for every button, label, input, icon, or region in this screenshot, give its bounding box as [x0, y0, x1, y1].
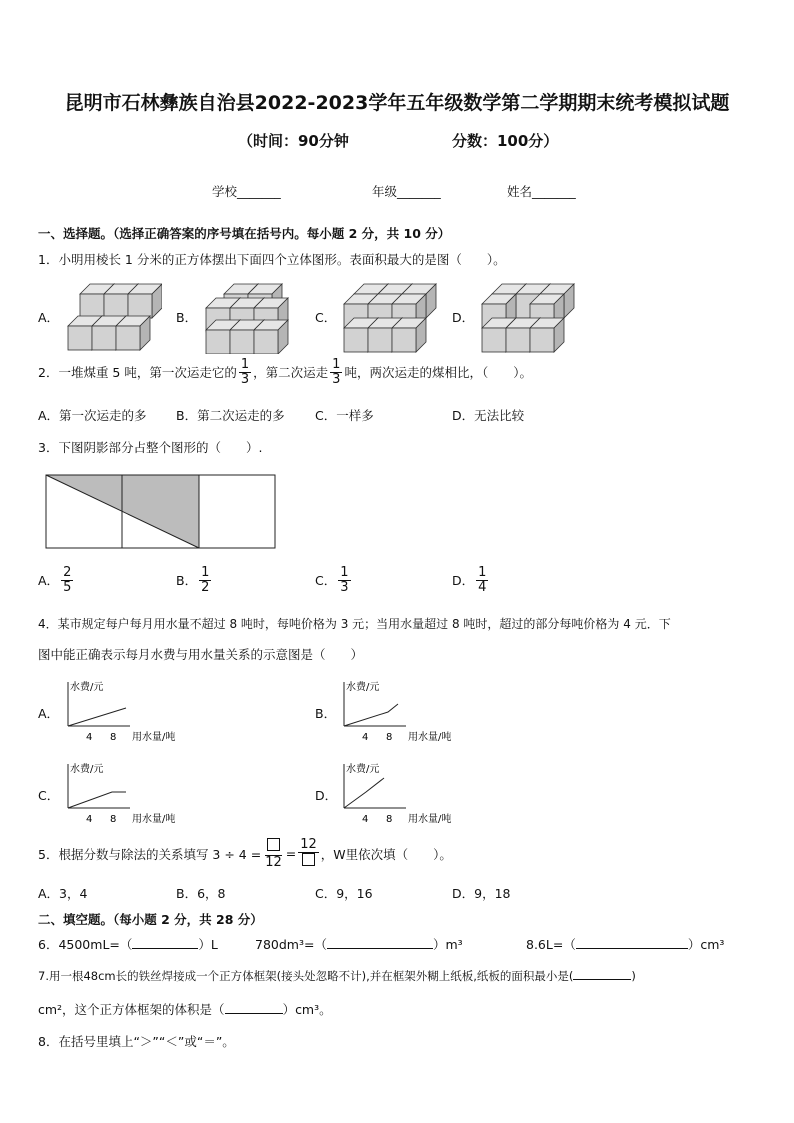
q3-option-a-label: A． [38, 573, 60, 589]
q2-option-c: C．一样多 [315, 408, 374, 423]
q5-fraction-2 [298, 838, 319, 869]
tick-4: 4 [362, 732, 369, 743]
q6-c-blank[interactable] [576, 948, 688, 949]
graph-line [68, 792, 126, 808]
q3-option-b-label: B． [176, 573, 198, 589]
q7-line1-text: 7.用一根48cm长的铁丝焊接成一个正方体框架(接头处忽略不计),并在框架外糊上纸板,纸板的面积最小是( [38, 969, 574, 983]
q4-graph-d [336, 758, 476, 826]
q2-option-a: A．第一次运走的多 [38, 408, 147, 423]
name-field[interactable]: 姓名_______ [507, 184, 576, 199]
q5-frac1-num [265, 838, 282, 856]
q1-option-b-label: B． [176, 310, 198, 325]
question-7-line1 [38, 968, 636, 984]
q6-part-c [526, 935, 724, 953]
section-1-heading: 一、选择题。（选择正确答案的序号填在括号内。每小题 2 分，共 10 分） [38, 226, 451, 241]
q4-option-c-label: C． [38, 788, 60, 803]
tick-4: 4 [86, 732, 93, 743]
q5-frac2-num: 12 [300, 837, 317, 852]
q6-b-suffix: ）m³ [432, 937, 463, 952]
q6-b-blank[interactable] [327, 948, 433, 949]
q1-figure-a [62, 280, 162, 354]
q2-fraction-2 [330, 358, 342, 386]
graph-line [344, 778, 384, 808]
q4-option-d-label: D． [315, 788, 338, 803]
q3-d-den: 4 [478, 579, 487, 595]
q3-option-d-fraction [476, 566, 488, 594]
q5-text-part2: ，W里依次填（ ）。 [320, 846, 452, 862]
question-7-line2 [38, 1000, 332, 1018]
q3-b-den: 2 [201, 579, 210, 595]
y-axis-label: 水费/元 [70, 764, 104, 775]
tick-4: 4 [86, 814, 93, 825]
q7-line1-end: ) [631, 969, 636, 983]
q5-option-a: A．3，4 [38, 886, 88, 901]
question-8-text: 8．在括号里填上“＞”“＜”或“＝”。 [38, 1034, 235, 1049]
tick-8: 8 [386, 732, 393, 743]
q5-blank-box-1[interactable] [267, 838, 280, 851]
q5-blank-box-2[interactable] [302, 853, 315, 866]
q2-option-d: D．无法比较 [452, 408, 525, 423]
q3-option-c-label: C． [315, 573, 337, 589]
q5-equals: = [285, 846, 297, 862]
q7-line2-prefix: cm²，这个正方体框架的体积是（ [38, 1002, 225, 1017]
time-label: （时间：90分钟 [238, 132, 349, 150]
section-2-heading: 二、填空题。（每小题 2 分，共 28 分） [38, 912, 263, 927]
q6-part-b [255, 935, 463, 953]
q1-figure-b [202, 280, 302, 354]
q4-graph-a [60, 676, 200, 744]
q1-figure-c [340, 280, 440, 354]
q2-text-part3: 吨，两次运走的煤相比，（ ）。 [344, 365, 532, 381]
x-axis-label: 用水量/吨 [408, 732, 452, 743]
y-axis-label: 水费/元 [70, 682, 104, 693]
q7-volume-blank[interactable] [225, 1013, 283, 1014]
q5-option-d: D．9，18 [452, 886, 511, 901]
q3-c-num: 1 [340, 565, 349, 580]
q4-option-a-label: A． [38, 706, 60, 721]
grade-field[interactable]: 年级_______ [372, 184, 441, 199]
q3-option-a [38, 566, 75, 594]
q1-option-d-label: D． [452, 310, 475, 325]
x-axis-label: 用水量/吨 [408, 814, 452, 825]
q3-a-den: 5 [63, 579, 72, 595]
q2-frac2-num: 1 [332, 357, 341, 372]
q3-option-b-fraction [199, 566, 211, 594]
question-5 [38, 838, 452, 869]
q2-text-part2: ，第二次运走 [253, 365, 329, 381]
graph-line [344, 704, 398, 726]
q5-fraction-1 [263, 838, 284, 869]
q3-option-b [176, 566, 213, 594]
q1-option-a-label: A． [38, 310, 60, 325]
q5-text-part1: 5．根据分数与除法的关系填写 3 ÷ 4 = [38, 846, 262, 862]
page-title: 昆明市石林彝族自治县2022-2023学年五年级数学第二学期期末统考模拟试题 [64, 92, 730, 114]
q5-frac2-den [300, 853, 317, 870]
q4-graph-c [60, 758, 200, 826]
q6-a-prefix: 6．4500mL=（ [38, 937, 133, 952]
q5-option-b: B．6，8 [176, 886, 226, 901]
q3-shaded-figure [45, 474, 277, 550]
tick-8: 8 [110, 814, 117, 825]
q2-frac1-den: 3 [240, 371, 250, 387]
tick-4: 4 [362, 814, 369, 825]
q3-option-a-fraction [61, 566, 73, 594]
q7-line2-suffix: ）cm³。 [282, 1002, 332, 1017]
y-axis-label: 水费/元 [346, 682, 380, 693]
q3-option-d [452, 566, 490, 594]
q5-frac1-den: 12 [265, 854, 282, 870]
q2-option-b: B．第二次运走的多 [176, 408, 285, 423]
q6-a-suffix: ）L [198, 937, 218, 952]
q3-option-d-label: D． [452, 573, 475, 589]
score-label: 分数：100分） [452, 132, 559, 150]
q3-c-den: 3 [340, 579, 349, 595]
q3-d-num: 1 [478, 565, 487, 580]
q1-figure-d [478, 280, 578, 354]
q6-a-blank[interactable] [132, 948, 198, 949]
q6-c-prefix: 8.6L=（ [526, 937, 576, 952]
q2-frac1-num: 1 [240, 357, 250, 372]
school-field[interactable]: 学校_______ [212, 184, 281, 199]
question-2 [38, 358, 532, 386]
question-4-line2: 图中能正确表示每月水费与用水量关系的示意图是（ ） [38, 647, 364, 662]
q1-option-c-label: C． [315, 310, 337, 325]
q6-part-a [38, 935, 218, 953]
question-4-line1: 4．某市规定每户每月用水量不超过 8 吨时，每吨价格为 3 元；当用水量超过 8 吨时，超过的部分每吨价格为 4 元．下 [38, 617, 671, 631]
q7-area-blank[interactable] [573, 979, 631, 980]
x-axis-label: 用水量/吨 [132, 732, 176, 743]
question-3-text: 3．下图阴影部分占整个图形的（ ）. [38, 440, 263, 455]
tick-8: 8 [386, 814, 393, 825]
q3-a-num: 2 [63, 565, 72, 580]
q2-fraction-1 [239, 358, 251, 386]
tick-8: 8 [110, 732, 117, 743]
q6-c-suffix: ）cm³ [687, 937, 725, 952]
y-axis-label: 水费/元 [346, 764, 380, 775]
q3-b-num: 1 [201, 565, 210, 580]
q3-option-c-fraction [338, 566, 350, 594]
q2-text-part1: 2．一堆煤重 5 吨，第一次运走它的 [38, 365, 237, 381]
q6-b-prefix: 780dm³=（ [255, 937, 327, 952]
question-1-text: 1．小明用棱长 1 分米的正方体摆出下面四个立体图形。表面积最大的是图（ ）。 [38, 252, 506, 267]
q4-graph-b [336, 676, 476, 744]
graph-line [68, 708, 126, 726]
q4-option-b-label: B． [315, 706, 337, 721]
q2-frac2-den: 3 [332, 371, 341, 387]
q3-option-c [315, 566, 353, 594]
x-axis-label: 用水量/吨 [132, 814, 176, 825]
q5-option-c: C．9，16 [315, 886, 373, 901]
